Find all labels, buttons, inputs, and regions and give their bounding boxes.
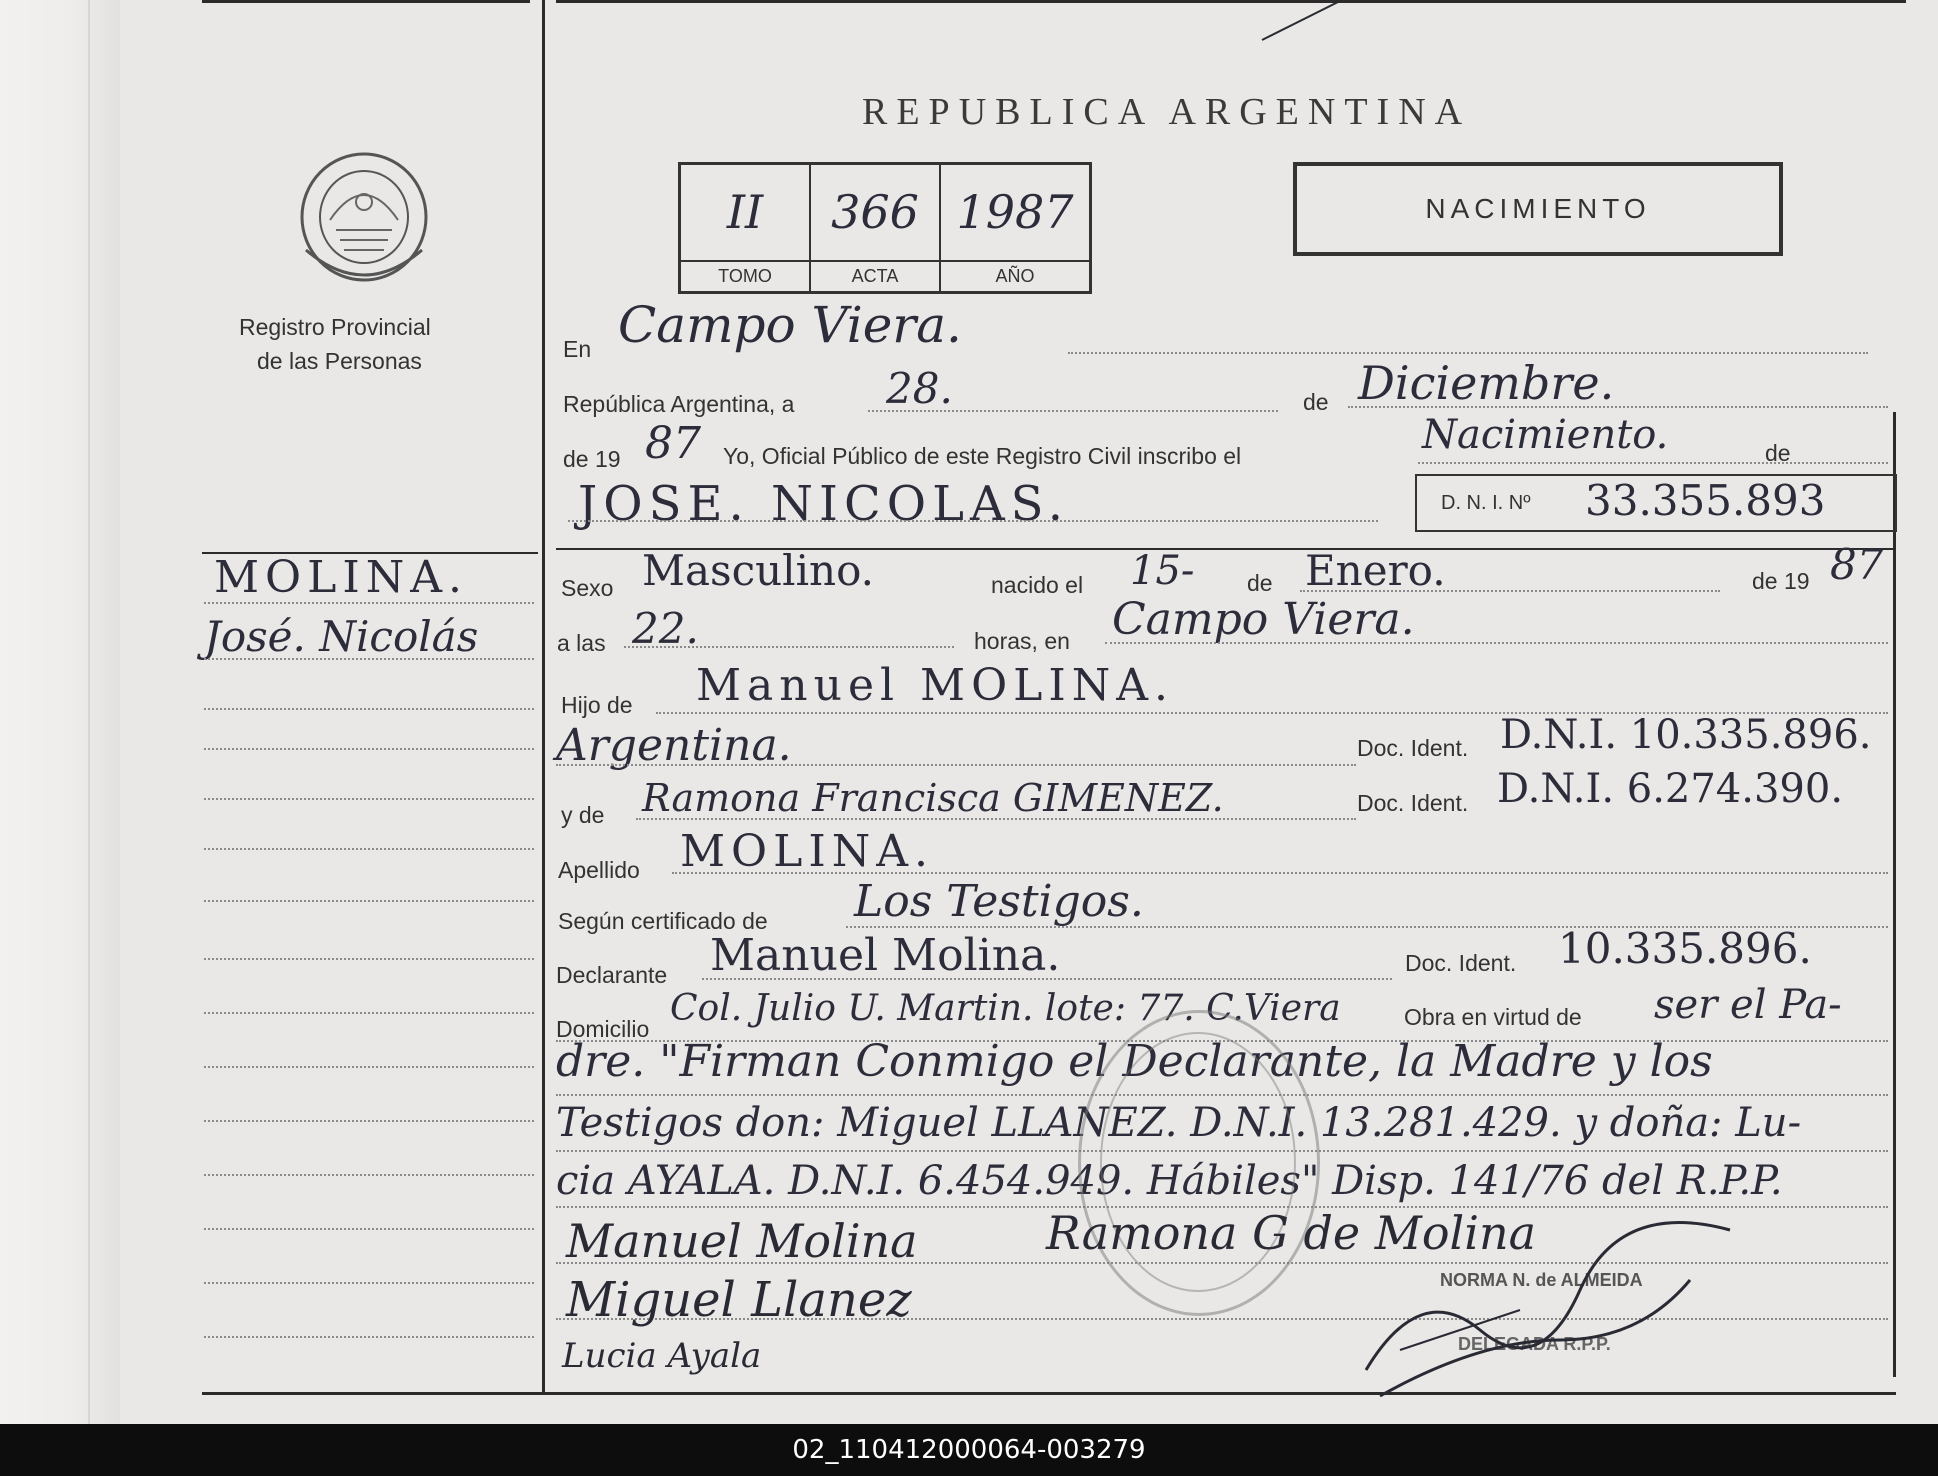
line-nationality: [556, 764, 1356, 766]
value-month: Diciembre.: [1358, 356, 1615, 410]
value-capacity: ser el Pa-: [1654, 982, 1842, 1028]
value-declarant: Manuel Molina.: [710, 930, 1061, 981]
signature-3: Miguel Llanez: [566, 1272, 912, 1328]
label-domicilio: Domicilio: [556, 1016, 650, 1042]
margin-surname: MOLINA.: [214, 552, 468, 603]
province-seal-icon: [298, 150, 430, 284]
label-de-after: de: [1765, 440, 1791, 466]
tomo-value: II: [726, 185, 764, 239]
label-doc-ident-2: Doc. Ident.: [1357, 790, 1469, 816]
label-yo-oficial: Yo, Oficial Público de este Registro Civil inscribo el: [723, 443, 1242, 469]
value-birth-year: 87: [1830, 540, 1884, 589]
top-rule-right: [556, 0, 1906, 3]
value-hour: 22.: [632, 604, 699, 653]
tomo-label: TOMO: [681, 260, 809, 287]
notes-line-2: Testigos don: Miguel LLANEZ. D.N.I. 13.281.429. y doña: Lu-: [556, 1100, 1802, 1146]
margin-line-5: [204, 798, 534, 800]
official-stamp-line-1: NORMA N. de ALMEIDA: [1440, 1270, 1643, 1290]
official-signature-scribble: [1360, 1220, 1740, 1400]
margin-line-8: [204, 958, 534, 960]
gutter-line: [88, 0, 90, 1424]
label-hijo-de: Hijo de: [561, 692, 633, 718]
margin-line-2: [204, 658, 534, 660]
label-segun: Según certificado de: [558, 908, 768, 934]
anio-cell: [941, 165, 1089, 291]
official-stamp-line-2: DELEGADA R.P.P.: [1458, 1334, 1611, 1354]
margin-given-names: José. Nicolás: [204, 612, 479, 661]
acta-value: 366: [831, 185, 919, 239]
label-horas-en: horas, en: [974, 628, 1070, 654]
label-doc-ident-3: Doc. Ident.: [1405, 950, 1517, 976]
dni-box: [1415, 474, 1897, 532]
margin-line-3: [204, 708, 534, 710]
line-birth-month: [1300, 590, 1720, 592]
margin-line-11: [204, 1120, 534, 1122]
line-name: [568, 520, 1378, 522]
label-dni: D. N. I. Nº: [1441, 492, 1531, 514]
label-doc-ident-1: Doc. Ident.: [1357, 735, 1469, 761]
value-year: 87: [645, 418, 701, 469]
line-day: [868, 410, 1278, 412]
anio-value: 1987: [956, 185, 1074, 239]
margin-line-6: [204, 848, 534, 850]
signature-1: Manuel Molina: [566, 1214, 918, 1268]
margin-line-14: [204, 1282, 534, 1284]
label-de: de: [1303, 389, 1329, 415]
country-title: REPUBLICA ARGENTINA: [862, 91, 1472, 133]
top-rule-left: [202, 0, 530, 3]
margin-line-9: [204, 1012, 534, 1014]
binding-gutter: [0, 0, 120, 1424]
line-place: [1068, 352, 1868, 354]
value-address: Col. Julio U. Martin. lote: 77. C.Viera: [670, 988, 1341, 1029]
value-birth-day: 15-: [1130, 548, 1195, 594]
value-surname: MOLINA.: [680, 826, 934, 877]
registry-line-1: Registro Provincial: [239, 314, 431, 340]
acta-label: ACTA: [811, 260, 939, 287]
value-certificate: Los Testigos.: [854, 876, 1144, 927]
value-act: Nacimiento.: [1422, 412, 1669, 458]
line-surname: [672, 872, 1888, 874]
value-day: 28.: [886, 364, 953, 413]
value-mother: Ramona Francisca GIMENEZ.: [642, 776, 1224, 820]
notes-line-3: cia AYALA. D.N.I. 6.454.949. Hábiles" Disp. 141/76 del R.P.P.: [556, 1158, 1783, 1204]
top-pen-stroke: [1260, 0, 1340, 44]
label-de2: de: [1247, 570, 1273, 596]
value-name: JOSE. NICOLAS.: [578, 476, 1070, 532]
margin-line-7: [204, 900, 534, 902]
act-type-box: NACIMIENTO: [1293, 162, 1783, 256]
signature-4: Lucia Ayala: [562, 1336, 762, 1376]
value-father-nationality: Argentina.: [556, 720, 792, 771]
label-obra: Obra en virtud de: [1404, 1004, 1582, 1030]
register-box: [678, 162, 1092, 294]
label-sexo: Sexo: [561, 575, 614, 601]
value-place: Campo Viera.: [618, 296, 962, 354]
margin-line-15: [204, 1336, 534, 1338]
column-divider: [542, 0, 545, 1394]
label-y-de: y de: [561, 802, 605, 828]
margin-line-13: [204, 1228, 534, 1230]
signature-2: Ramona G de Molina: [1046, 1206, 1537, 1260]
label-republica: República Argentina, a: [563, 391, 795, 417]
acta-cell: [811, 165, 941, 291]
value-declarant-doc: 10.335.896.: [1558, 924, 1812, 973]
label-de19b: de 19: [1752, 568, 1810, 594]
label-declarante: Declarante: [556, 962, 668, 988]
label-de19: de 19: [563, 446, 621, 472]
value-mother-doc: D.N.I. 6.274.390.: [1497, 766, 1844, 812]
label-a-las: a las: [557, 630, 606, 656]
line-declarant: [702, 978, 1392, 980]
line-birth-place: [1105, 642, 1888, 644]
value-father-doc: D.N.I. 10.335.896.: [1500, 712, 1872, 758]
margin-line-4: [204, 748, 534, 750]
value-sex: Masculino.: [642, 546, 874, 595]
registry-line-2: de las Personas: [257, 348, 422, 374]
line-hour: [624, 646, 954, 648]
value-dni: 33.355.893: [1585, 476, 1826, 525]
value-birth-place: Campo Viera.: [1112, 594, 1415, 645]
label-apellido: Apellido: [558, 857, 640, 883]
right-border: [1893, 412, 1896, 1377]
image-id-footer: 02_110412000064-003279: [0, 1424, 1938, 1476]
label-nacido: nacido el: [991, 572, 1084, 598]
label-en: En: [563, 336, 592, 362]
value-father: Manuel MOLINA.: [696, 660, 1175, 711]
line-act: [1418, 462, 1888, 464]
value-birth-month: Enero.: [1305, 546, 1446, 595]
margin-line-12: [204, 1174, 534, 1176]
tomo-cell: [681, 165, 811, 291]
line-month: [1348, 406, 1888, 408]
notes-line-1: dre. "Firman Conmigo el Declarante, la Madre y los: [556, 1036, 1713, 1087]
margin-line-1: [204, 602, 534, 604]
margin-line-10: [204, 1066, 534, 1068]
line-mother: [636, 818, 1356, 820]
anio-label: AÑO: [941, 260, 1089, 287]
